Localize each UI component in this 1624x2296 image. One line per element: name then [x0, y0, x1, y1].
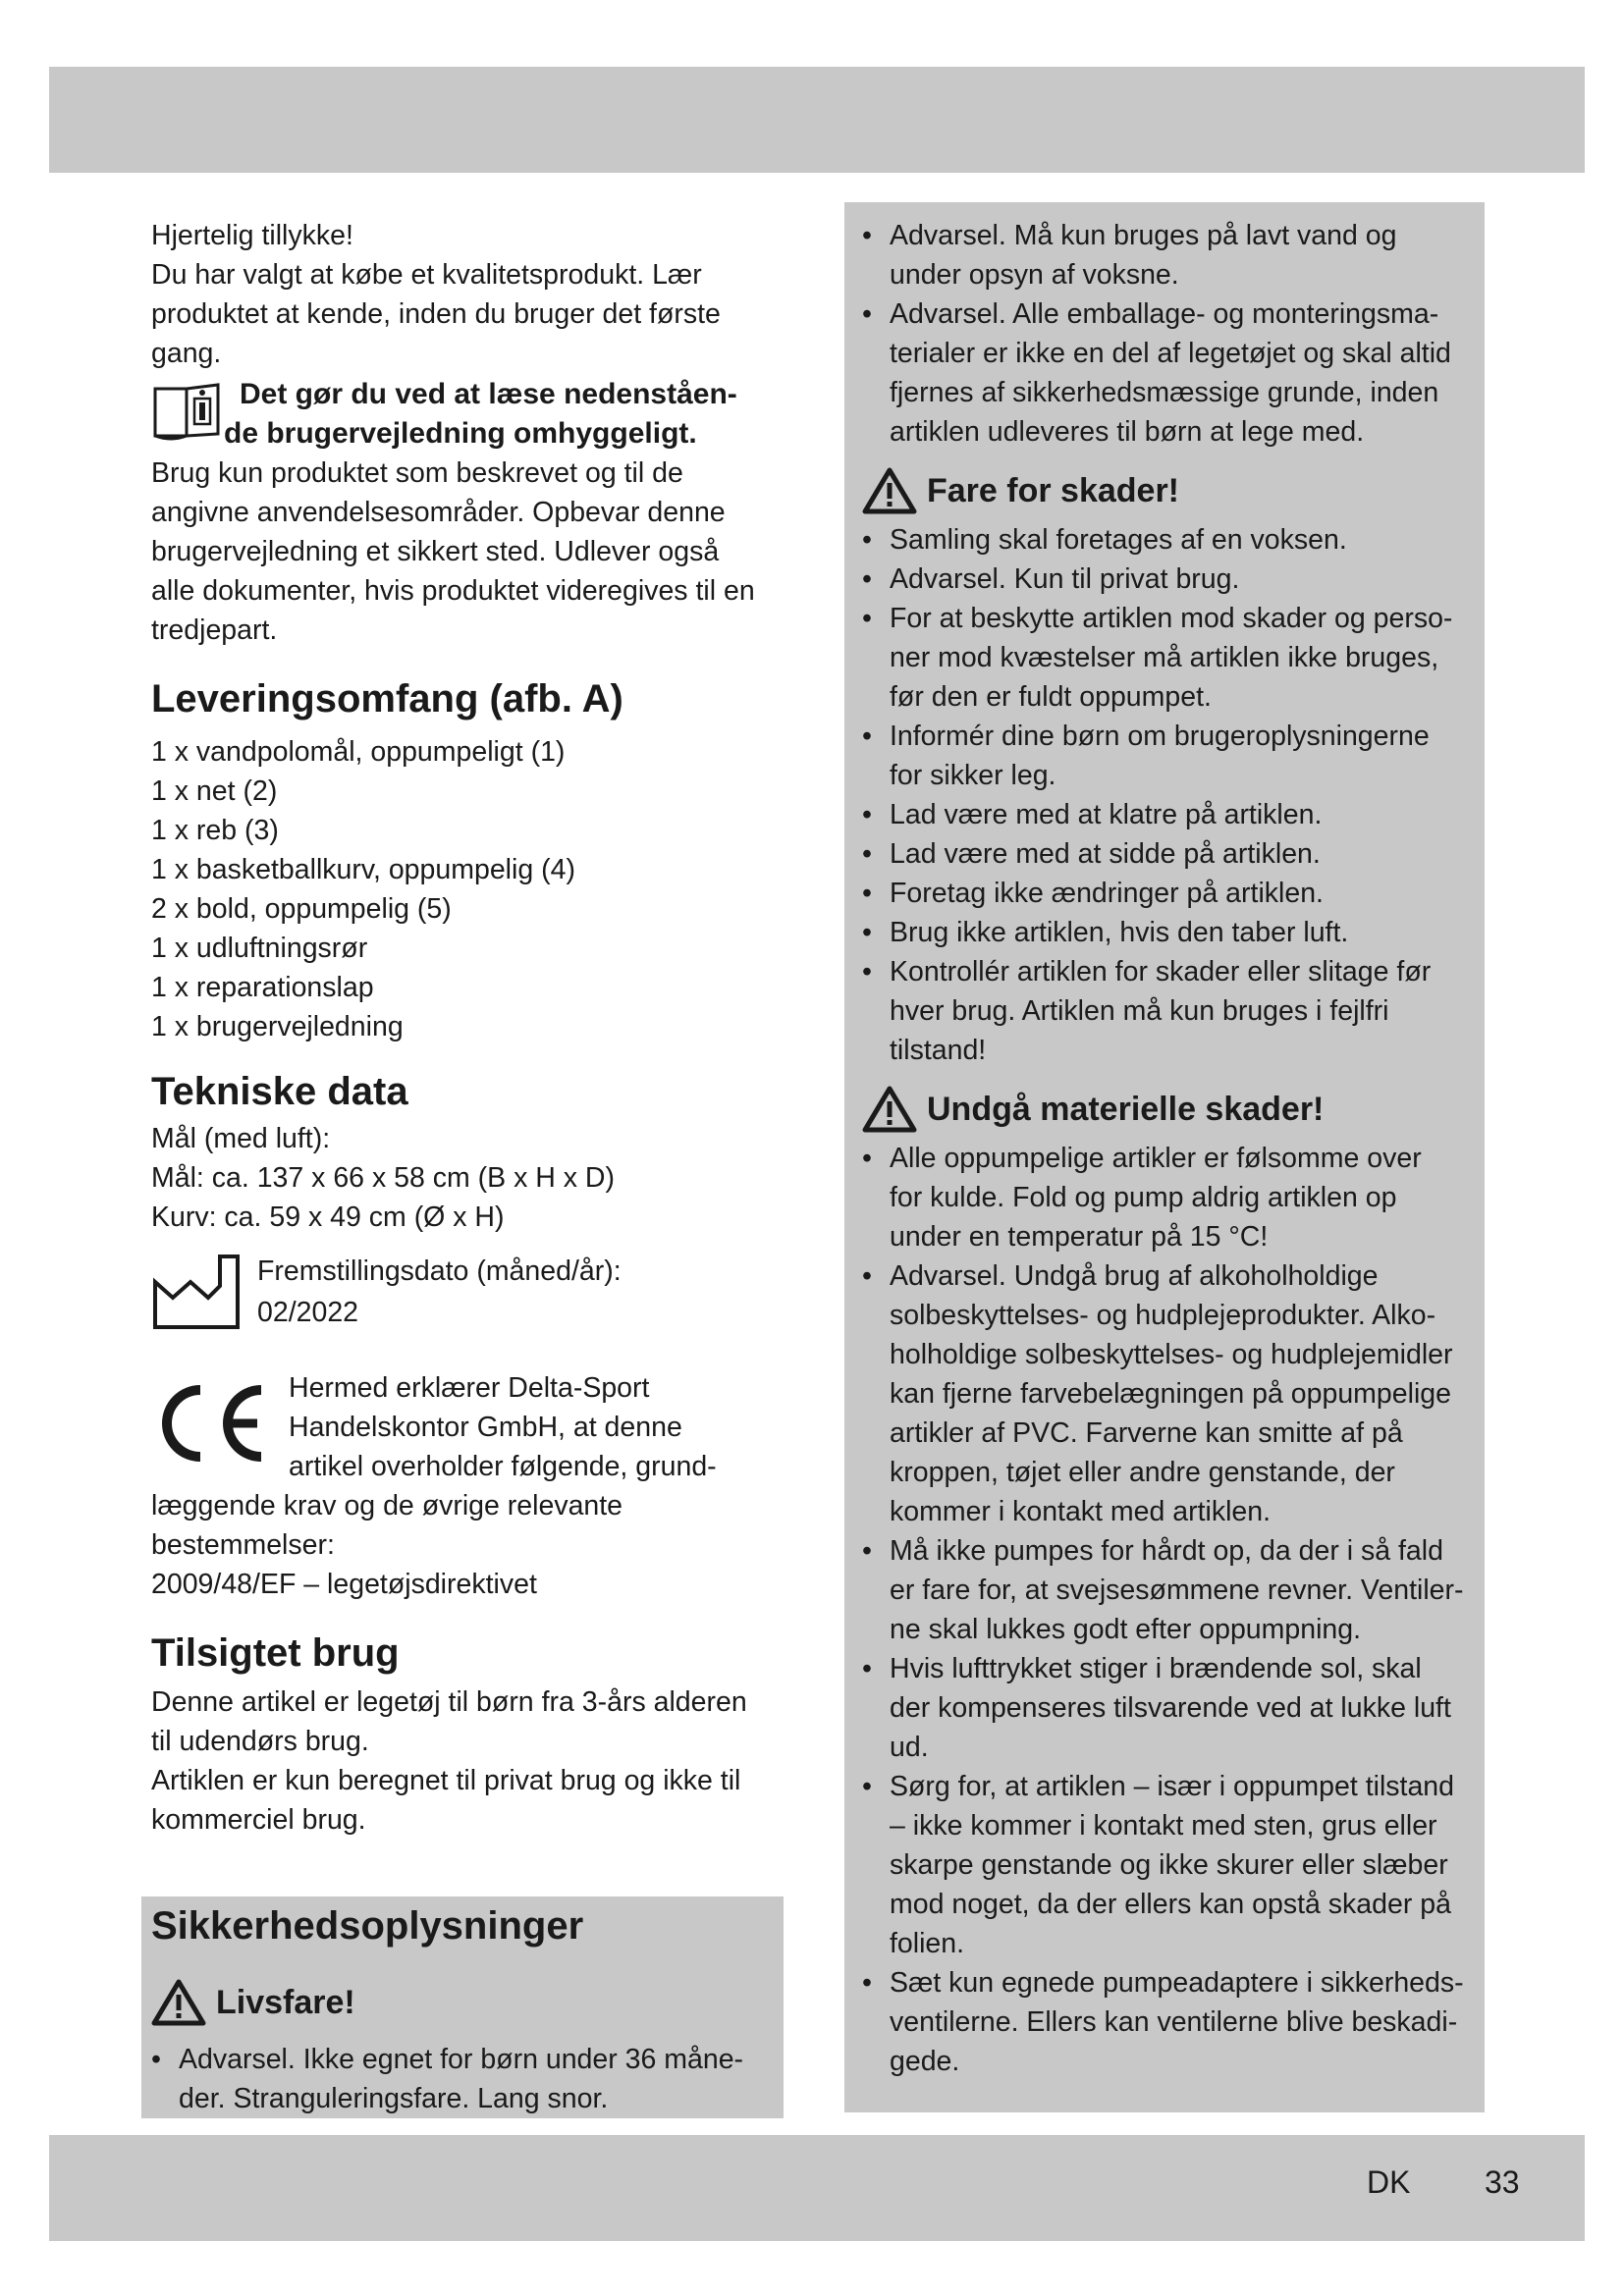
injury-heading: [862, 467, 1481, 514]
list-line: under opsyn af voksne.: [890, 259, 1179, 291]
list-line: under en temperatur på 15 °C!: [890, 1221, 1269, 1253]
list-item: [862, 795, 1481, 834]
ce-line: Hermed erklærer Delta-Sport: [289, 1372, 650, 1404]
body-line: alle dokumenter, hvis produktet videregives til en: [151, 575, 755, 607]
ce-line: Handelskontor GmbH, at denne: [289, 1412, 682, 1443]
intro-text: [151, 216, 780, 373]
list-item: 2 x bold, oppumpelig (5): [151, 893, 452, 925]
top-warnings: [862, 216, 1481, 452]
page-number: 33: [1485, 2164, 1520, 2200]
list-line: der kompenseres tilsvarende ved at lukke luft: [890, 1692, 1451, 1724]
list-item: [862, 834, 1481, 874]
list-line: • Informér dine børn om brugeroplysningerne: [890, 721, 1430, 752]
list-line: • Alle oppumpelige artikler er følsomme over: [890, 1143, 1422, 1174]
injury-list: [862, 520, 1481, 1070]
list-line: • Hvis lufttrykket stiger i brændende sol, skal: [890, 1653, 1422, 1684]
ce-line: bestemmelser:: [151, 1529, 335, 1561]
intro-body: [151, 454, 780, 650]
list-item: [151, 2040, 770, 2118]
list-item: [862, 1963, 1481, 2081]
intro-line: Hjertelig tillykke!: [151, 220, 353, 251]
ce-directive: 2009/48/EF – legetøjsdirektivet: [151, 1569, 537, 1600]
list-line: gede.: [890, 2046, 960, 2077]
list-item: 1 x udluftningsrør: [151, 933, 368, 964]
life-danger-heading: [151, 1979, 355, 2026]
list-line: mod noget, da der ellers kan opstå skader på: [890, 1889, 1451, 1920]
list-line: • Lad være med at sidde på artiklen.: [890, 838, 1321, 870]
list-line: ner mod kvæstelser må artiklen ikke bruges,: [890, 642, 1439, 673]
list-line: kommer i kontakt med artiklen.: [890, 1496, 1272, 1527]
list-line: • Sæt kun egnede pumpeadaptere i sikkerheds-: [890, 1967, 1464, 1999]
list-line: artikler af PVC. Farverne kan smitte af på: [890, 1417, 1403, 1449]
list-item: 1 x reparationslap: [151, 972, 374, 1003]
delivery-heading: Leveringsomfang (afb. A): [151, 677, 623, 721]
list-item: 1 x basketballkurv, oppumpelig (4): [151, 854, 575, 885]
list-line: • For at beskytte artiklen mod skader og perso-: [890, 603, 1453, 634]
note-line-1: Det gør du ved at læse nedenståen-: [240, 378, 737, 410]
list-item: 1 x reb (3): [151, 815, 279, 846]
note-line-2: de brugervejledning omhyggeligt.: [224, 417, 697, 450]
list-line: • Foretag ikke ændringer på artiklen.: [890, 878, 1324, 909]
intended-line: kommerciel brug.: [151, 1804, 366, 1836]
list-line: • Må ikke pumpes for hårdt op, da der i så fald: [890, 1535, 1443, 1567]
list-line: ne skal lukkes godt efter oppumpning.: [890, 1614, 1362, 1645]
ce-line: artikel overholder følgende, grund-: [289, 1451, 717, 1482]
body-line: Brug kun produktet som beskrevet og til de: [151, 457, 683, 489]
ce-declaration: [151, 1368, 780, 1604]
list-line: for kulde. Fold og pump aldrig artiklen op: [890, 1182, 1397, 1213]
manufacture-date: [151, 1251, 780, 1349]
list-line: ud.: [890, 1732, 929, 1763]
list-item: [862, 520, 1481, 560]
list-line: folien.: [890, 1928, 965, 1959]
ce-mark-icon: [151, 1382, 267, 1465]
list-item: 1 x brugervejledning: [151, 1011, 404, 1042]
ce-line: læggende krav og de øvrige relevante: [151, 1490, 623, 1522]
warning-triangle-icon: [151, 1979, 206, 2026]
list-item: [862, 560, 1481, 599]
tech-lines: [151, 1119, 780, 1237]
footer-bar: [49, 2135, 1585, 2241]
warning-triangle-icon: [862, 467, 917, 514]
safety-heading: Sikkerhedsoplysninger: [151, 1904, 584, 1948]
intro-line: Du har valgt at købe et kvalitetsprodukt. Lær: [151, 259, 702, 291]
list-item: [862, 717, 1481, 795]
list-line: • Samling skal foretages af en voksen.: [890, 524, 1347, 556]
list-item: [862, 1531, 1481, 1649]
list-line: • Sørg for, at artiklen – især i oppumpet tilstand: [890, 1771, 1455, 1802]
right-column: [862, 216, 1481, 2081]
list-line: • Advarsel. Må kun bruges på lavt vand og: [890, 220, 1397, 251]
language-code: DK: [1367, 2164, 1411, 2200]
intro-line: gang.: [151, 338, 222, 369]
safety-box: [141, 1896, 784, 2118]
delivery-list: [151, 732, 780, 1046]
life-danger-list: [151, 2040, 770, 2118]
list-item: 1 x vandpolomål, oppumpeligt (1): [151, 736, 566, 768]
list-line: kroppen, tøjet eller andre genstande, der: [890, 1457, 1395, 1488]
list-line: skarpe genstande og ikke skurer eller slæber: [890, 1849, 1448, 1881]
tech-line: Kurv: ca. 59 x 49 cm (Ø x H): [151, 1201, 505, 1233]
list-line: fjernes af sikkerhedsmæssige grunde, inden: [890, 377, 1439, 408]
book-info-icon: [151, 381, 226, 444]
list-line: • Lad være med at klatre på artiklen.: [890, 799, 1323, 830]
list-line: for sikker leg.: [890, 760, 1056, 791]
list-line: hver brug. Artiklen må kun bruges i fejlfri: [890, 995, 1389, 1027]
material-damage-list: [862, 1139, 1481, 2081]
life-danger-label: Livsfare!: [216, 1983, 355, 2021]
tech-heading: Tekniske data: [151, 1070, 408, 1113]
list-item: [862, 294, 1481, 452]
list-line: • Advarsel. Undgå brug af alkoholholdige: [890, 1260, 1379, 1292]
intended-line: til udendørs brug.: [151, 1726, 369, 1757]
list-item: [862, 216, 1481, 294]
list-item: 1 x net (2): [151, 775, 278, 807]
left-column: [151, 216, 780, 1840]
list-line: • Advarsel. Alle emballage- og monteringsma-: [890, 298, 1439, 330]
list-item: [862, 874, 1481, 913]
list-line: før den er fuldt oppumpet.: [890, 681, 1212, 713]
body-line: brugervejledning et sikkert sted. Udlever også: [151, 536, 720, 567]
list-line: • Advarsel. Ikke egnet for børn under 36 måne-: [179, 2044, 744, 2075]
list-line: holholdige solbeskyttelses- og hudplejemidler: [890, 1339, 1453, 1370]
body-line: angivne anvendelsesområder. Opbevar denne: [151, 497, 726, 528]
list-item: [862, 1139, 1481, 1256]
body-line: tredjepart.: [151, 614, 278, 646]
list-item: [862, 913, 1481, 952]
list-line: tilstand!: [890, 1035, 987, 1066]
list-line: • Kontrollér artiklen for skader eller slitage før: [890, 956, 1432, 988]
tech-line: Mål: ca. 137 x 66 x 58 cm (B x H x D): [151, 1162, 615, 1194]
intended-line: Artiklen er kun beregnet til privat brug og ikke til: [151, 1765, 741, 1796]
list-line: terialer er ikke en del af legetøjet og skal altid: [890, 338, 1451, 369]
list-item: [862, 952, 1481, 1070]
intended-use-text: [151, 1682, 780, 1840]
list-line: kan fjerne farvebelægningen på oppumpelige: [890, 1378, 1451, 1410]
mfg-label: Fremstillingsdato (måned/år):: [257, 1255, 622, 1287]
warning-triangle-icon: [862, 1086, 917, 1133]
intended-use-heading: Tilsigtet brug: [151, 1631, 400, 1675]
list-line: – ikke kommer i kontakt med sten, grus eller: [890, 1810, 1437, 1842]
list-item: [862, 1649, 1481, 1767]
list-line: artiklen udleveres til børn at lege med.: [890, 416, 1365, 448]
factory-icon: [151, 1253, 242, 1331]
read-manual-note: [151, 375, 780, 454]
list-item: [862, 1256, 1481, 1531]
list-line: • Brug ikke artiklen, hvis den taber luft.: [890, 917, 1349, 948]
mfg-date: 02/2022: [257, 1297, 359, 1328]
intro-line: produktet at kende, inden du bruger det første: [151, 298, 721, 330]
list-line: ventilerne. Ellers kan ventilerne blive beskadi-: [890, 2006, 1458, 2038]
material-damage-heading: [862, 1086, 1481, 1133]
list-line: er fare for, at svejsesømmene revner. Ventiler-: [890, 1575, 1464, 1606]
tech-line: Mål (med luft):: [151, 1123, 331, 1154]
header-bar: [49, 67, 1585, 173]
intended-line: Denne artikel er legetøj til børn fra 3-års alderen: [151, 1686, 747, 1718]
list-line: solbeskyttelses- og hudplejeprodukter. Alko-: [890, 1300, 1436, 1331]
list-item: [862, 599, 1481, 717]
list-line: der. Stranguleringsfare. Lang snor.: [179, 2083, 609, 2114]
material-damage-label: Undgå materielle skader!: [927, 1091, 1325, 1128]
list-item: [862, 1767, 1481, 1963]
injury-label: Fare for skader!: [927, 472, 1179, 509]
list-line: • Advarsel. Kun til privat brug.: [890, 563, 1240, 595]
